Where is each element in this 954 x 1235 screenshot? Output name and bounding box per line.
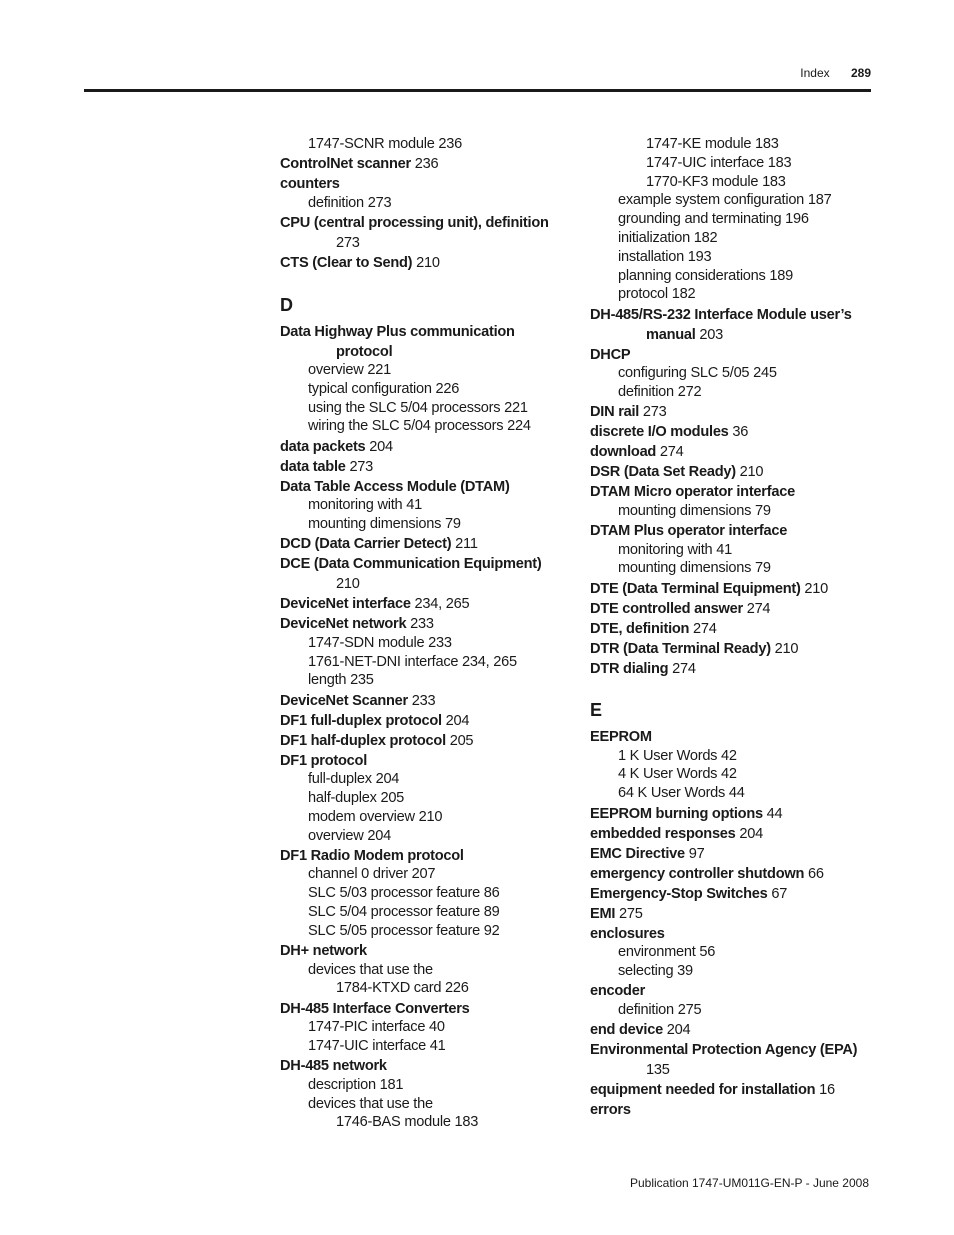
index-term: errors xyxy=(590,1101,631,1118)
index-subentry xyxy=(308,1076,580,1095)
index-entry xyxy=(590,463,890,482)
index-subentry-text: initialization 182 xyxy=(618,229,718,246)
index-entry xyxy=(590,905,890,924)
index-subentry-text: modem overview 210 xyxy=(308,808,443,825)
index-term: DSR (Data Set Ready) xyxy=(590,464,736,481)
index-page-refs: 210 xyxy=(416,255,440,272)
index-subentry xyxy=(280,575,580,594)
index-page-refs: 97 xyxy=(688,845,705,862)
index-entry xyxy=(590,640,890,659)
page-number: 289 xyxy=(850,66,871,80)
index-subentry xyxy=(308,1018,580,1037)
index-subentry xyxy=(308,399,580,418)
index-page-refs: 274 xyxy=(746,600,771,617)
index-subentry-text: planning considerations 189 xyxy=(618,267,793,284)
index-term: data packets xyxy=(280,438,366,455)
index-entry xyxy=(280,555,580,574)
index-subentry-text: example system configuration 187 xyxy=(618,192,832,209)
index-entry xyxy=(590,1081,890,1100)
index-term: emergency controller shutdown xyxy=(590,865,805,882)
index-entry xyxy=(280,438,580,457)
index-term: DTE controlled answer xyxy=(590,600,743,617)
index-term: DeviceNet Scanner xyxy=(280,692,408,709)
index-entry xyxy=(590,865,890,884)
index-term: DF1 full-duplex protocol xyxy=(280,712,442,729)
index-term: download xyxy=(590,444,657,461)
index-term: DTE (Data Terminal Equipment) xyxy=(590,580,801,597)
index-subentry-text: 1747-UIC interface 183 xyxy=(646,154,792,171)
index-term: manual xyxy=(646,326,696,343)
index-subentry-text: channel 0 driver 207 xyxy=(308,866,436,883)
index-page-refs: 205 xyxy=(449,732,474,749)
index-subentry-text: selecting 39 xyxy=(618,962,693,979)
index-subentry xyxy=(336,979,580,998)
index-entry xyxy=(590,423,890,442)
index-entry xyxy=(280,214,580,233)
index-subentry xyxy=(308,865,580,884)
index-subentry-text: 1747-KE module 183 xyxy=(646,136,779,152)
index-subentry xyxy=(280,343,580,362)
index-subentry xyxy=(618,1001,890,1020)
index-subentry-text: 64 K User Words 44 xyxy=(618,785,745,802)
index-entry xyxy=(590,1041,890,1060)
index-subentry xyxy=(308,961,580,980)
index-term: EEPROM burning options xyxy=(590,805,763,822)
index-subentry xyxy=(646,173,890,192)
index-term: CTS (Clear to Send) xyxy=(280,255,413,272)
index-subentry xyxy=(618,943,890,962)
index-entry xyxy=(280,535,580,554)
index-subentry xyxy=(308,417,580,436)
index-term: encoder xyxy=(590,983,646,1000)
index-term: DeviceNet network xyxy=(280,616,407,633)
index-entry xyxy=(590,845,890,864)
index-subentry xyxy=(308,1037,580,1056)
index-subentry xyxy=(308,884,580,903)
index-subentry xyxy=(308,135,580,154)
index-term: DH-485 Interface Converters xyxy=(280,1000,470,1017)
index-page-refs: 233 xyxy=(411,692,436,709)
index-term: DF1 half-duplex protocol xyxy=(280,732,446,749)
index-subentry xyxy=(308,634,580,653)
index-subentry-text: mounting dimensions 79 xyxy=(618,502,771,519)
index-subentry xyxy=(308,827,580,846)
index-subentry-text: devices that use the xyxy=(308,961,433,978)
index-subentry-text: length 235 xyxy=(308,672,374,689)
index-subentry xyxy=(590,1061,890,1080)
index-column-right xyxy=(590,135,890,1119)
index-page-refs: 233 xyxy=(410,616,434,633)
index-subentry-text: definition 272 xyxy=(618,383,702,400)
section-label: Index xyxy=(800,66,830,80)
index-page-refs: 67 xyxy=(771,885,788,902)
index-subentry xyxy=(618,210,890,229)
index-entry xyxy=(280,732,580,751)
index-subentry-text: 210 xyxy=(336,576,360,593)
index-page-refs: 211 xyxy=(455,536,478,553)
index-entry xyxy=(590,580,890,599)
index-page-refs: 204 xyxy=(666,1021,691,1038)
index-entry xyxy=(280,942,580,961)
index-term: EMC Directive xyxy=(590,845,685,862)
index-letter-heading: D xyxy=(280,294,293,315)
index-entry xyxy=(280,1057,580,1076)
index-term: DTR dialing xyxy=(590,660,669,677)
index-entry xyxy=(280,752,580,771)
index-letter-heading: E xyxy=(590,700,602,721)
index-subentry xyxy=(308,653,580,672)
index-subentry xyxy=(618,229,890,248)
index-subentry-text: 1747-PIC interface 40 xyxy=(308,1019,445,1036)
index-term: DTAM Plus operator interface xyxy=(590,523,788,540)
index-page-refs: 204 xyxy=(369,438,393,455)
index-subentry xyxy=(336,1113,580,1132)
index-page-refs: 66 xyxy=(807,865,824,882)
index-subentry-text: description 181 xyxy=(308,1076,404,1093)
index-entry xyxy=(280,847,580,866)
index-entry xyxy=(280,175,580,194)
index-entry xyxy=(590,346,890,365)
publication-footer: Publication 1747-UM011G-EN-P - June 2008 xyxy=(629,1176,869,1190)
index-entry xyxy=(280,323,580,342)
index-term: DF1 protocol xyxy=(280,752,367,769)
index-page-refs: 16 xyxy=(819,1081,835,1098)
index-subentry xyxy=(618,248,890,267)
index-entry xyxy=(590,600,890,619)
index-subentry-text: 1784-KTXD card 226 xyxy=(336,980,469,997)
index-entry xyxy=(590,443,890,462)
index-subentry xyxy=(308,515,580,534)
index-subentry-text: 4 K User Words 42 xyxy=(618,766,737,783)
index-subentry xyxy=(646,135,890,154)
index-page-refs: 275 xyxy=(619,905,643,922)
index-subentry xyxy=(308,380,580,399)
index-entry xyxy=(590,885,890,904)
index-subentry-text: SLC 5/03 processor feature 86 xyxy=(308,885,500,902)
index-subentry-text: environment 56 xyxy=(618,944,716,961)
index-term: DIN rail xyxy=(590,404,640,421)
index-page-refs: 274 xyxy=(693,620,717,637)
index-subentry-text: protocol 182 xyxy=(618,286,696,303)
index-term: DHCP xyxy=(590,346,631,363)
index-entry xyxy=(590,825,890,844)
index-term: DTR (Data Terminal Ready) xyxy=(590,640,771,657)
index-subentry-text: 1 K User Words 42 xyxy=(618,747,737,764)
index-subentry-text: SLC 5/04 processor feature 89 xyxy=(308,904,500,921)
index-subentry xyxy=(308,922,580,941)
index-term: protocol xyxy=(336,343,393,360)
index-page-refs: 44 xyxy=(766,805,783,822)
index-subentry xyxy=(590,326,890,345)
index-subentry-text: typical configuration 226 xyxy=(308,380,460,397)
index-entry xyxy=(590,728,890,747)
index-subentry-text: 1747-UIC interface 41 xyxy=(308,1038,446,1055)
index-term: DeviceNet interface xyxy=(280,596,411,613)
index-subentry-text: 273 xyxy=(336,235,360,252)
index-entry xyxy=(280,478,580,497)
index-entry xyxy=(590,1021,890,1040)
index-entry xyxy=(590,522,890,541)
index-subentry xyxy=(308,903,580,922)
index-entry xyxy=(590,1101,890,1120)
index-page-refs: 274 xyxy=(659,444,684,461)
index-subentry-text: configuring SLC 5/05 245 xyxy=(618,365,777,382)
index-entry xyxy=(280,712,580,731)
index-subentry xyxy=(618,784,890,803)
index-subentry xyxy=(308,770,580,789)
index-subentry xyxy=(618,191,890,210)
index-entry xyxy=(280,458,580,477)
index-entry xyxy=(280,254,580,273)
index-subentry-text: SLC 5/05 processor feature 92 xyxy=(308,922,500,939)
index-subentry-text: monitoring with 41 xyxy=(308,497,422,514)
index-term: ControlNet scanner xyxy=(280,156,411,173)
index-subentry xyxy=(308,789,580,808)
index-entry xyxy=(280,155,580,174)
index-subentry xyxy=(618,747,890,766)
index-term: embedded responses xyxy=(590,825,736,842)
index-subentry-text: full-duplex 204 xyxy=(308,771,400,788)
index-entry xyxy=(280,615,580,634)
header-rule xyxy=(84,89,871,92)
index-subentry-text: mounting dimensions 79 xyxy=(308,516,461,533)
index-term: equipment needed for installation xyxy=(590,1081,816,1098)
index-term: DH-485 network xyxy=(280,1058,387,1075)
index-term: end device xyxy=(590,1021,663,1038)
index-term: DH+ network xyxy=(280,943,367,960)
index-page-refs: 210 xyxy=(774,640,799,657)
index-entry xyxy=(280,692,580,711)
index-page-refs: 203 xyxy=(699,326,724,343)
index-subentry xyxy=(618,541,890,560)
index-subentry xyxy=(308,1095,580,1114)
index-subentry xyxy=(308,496,580,515)
index-page-refs: 36 xyxy=(732,424,749,441)
index-subentry xyxy=(618,502,890,521)
index-entry xyxy=(280,595,580,614)
index-entry xyxy=(590,660,890,679)
index-subentry-text: definition 275 xyxy=(618,1001,702,1018)
index-subentry-text: installation 193 xyxy=(618,248,712,265)
index-subentry-text: using the SLC 5/04 processors 221 xyxy=(308,399,528,416)
index-term: EEPROM xyxy=(590,729,652,746)
index-term: DCD (Data Carrier Detect) xyxy=(280,536,452,553)
index-page-refs: 204 xyxy=(739,825,763,842)
index-subentry-text: devices that use the xyxy=(308,1095,433,1112)
index-subentry xyxy=(308,194,580,213)
running-header xyxy=(800,66,871,80)
index-page-refs: 273 xyxy=(349,458,374,475)
index-subentry xyxy=(618,285,890,304)
index-entry xyxy=(590,805,890,824)
index-term: counters xyxy=(280,176,340,193)
index-subentry-text: half-duplex 205 xyxy=(308,790,405,807)
index-entry xyxy=(590,483,890,502)
index-entry xyxy=(590,306,890,325)
index-subentry-text: 1747-SDN module 233 xyxy=(308,634,452,651)
index-subentry xyxy=(280,234,580,253)
index-term: Emergency-Stop Switches xyxy=(590,885,768,902)
index-entry xyxy=(590,982,890,1001)
index-term: DTAM Micro operator interface xyxy=(590,484,795,501)
index-subentry-text: 1770-KF3 module 183 xyxy=(646,173,786,190)
index-subentry-text: overview 204 xyxy=(308,827,391,844)
index-subentry-text: definition 273 xyxy=(308,194,392,211)
index-subentry xyxy=(618,267,890,286)
index-page-refs: 210 xyxy=(739,464,764,481)
index-term: DTE, definition xyxy=(590,620,690,637)
index-page-refs: 273 xyxy=(642,404,667,421)
index-subentry-text: 135 xyxy=(646,1061,670,1078)
index-subentry-text: mounting dimensions 79 xyxy=(618,560,771,577)
index-page-refs: 210 xyxy=(804,580,829,597)
index-subentry xyxy=(308,361,580,380)
index-entry xyxy=(590,925,890,944)
index-subentry xyxy=(618,962,890,981)
index-term: Data Table Access Module (DTAM) xyxy=(280,478,510,495)
index-term: discrete I/O modules xyxy=(590,424,729,441)
index-subentry-text: overview 221 xyxy=(308,362,391,379)
index-term: DH-485/RS-232 Interface Module user’s xyxy=(590,306,852,323)
index-subentry-text: 1761-NET-DNI interface 234, 265 xyxy=(308,653,517,670)
index-subentry-text: monitoring with 41 xyxy=(618,541,732,558)
index-subentry xyxy=(618,383,890,402)
index-entry xyxy=(590,620,890,639)
index-entry xyxy=(590,403,890,422)
index-subentry-text: grounding and terminating 196 xyxy=(618,211,809,228)
index-subentry-text: wiring the SLC 5/04 processors 224 xyxy=(308,418,531,435)
index-term: EMI xyxy=(590,905,616,922)
index-subentry xyxy=(308,671,580,690)
index-page-refs: 274 xyxy=(672,660,696,677)
index-page-refs: 234, 265 xyxy=(414,596,470,613)
index-subentry xyxy=(646,154,890,173)
index-term: data table xyxy=(280,458,346,475)
index-subentry-text: 1746-BAS module 183 xyxy=(336,1114,479,1131)
index-page-refs: 236 xyxy=(414,156,439,173)
index-subentry xyxy=(308,808,580,827)
index-term: Environmental Protection Agency (EPA) xyxy=(590,1041,858,1058)
index-column-left xyxy=(280,135,580,1132)
index-entry xyxy=(280,1000,580,1019)
index-term: enclosures xyxy=(590,925,665,942)
index-term: DCE (Data Communication Equipment) xyxy=(280,556,542,573)
index-subentry xyxy=(618,559,890,578)
index-subentry-text: 1747-SCNR module 236 xyxy=(308,136,462,152)
index-subentry xyxy=(618,364,890,383)
index-term: DF1 Radio Modem protocol xyxy=(280,847,464,864)
index-term: Data Highway Plus communication xyxy=(280,323,515,340)
index-term: CPU (central processing unit), definition xyxy=(280,215,549,232)
index-page-refs: 204 xyxy=(445,712,470,729)
index-subentry xyxy=(618,765,890,784)
